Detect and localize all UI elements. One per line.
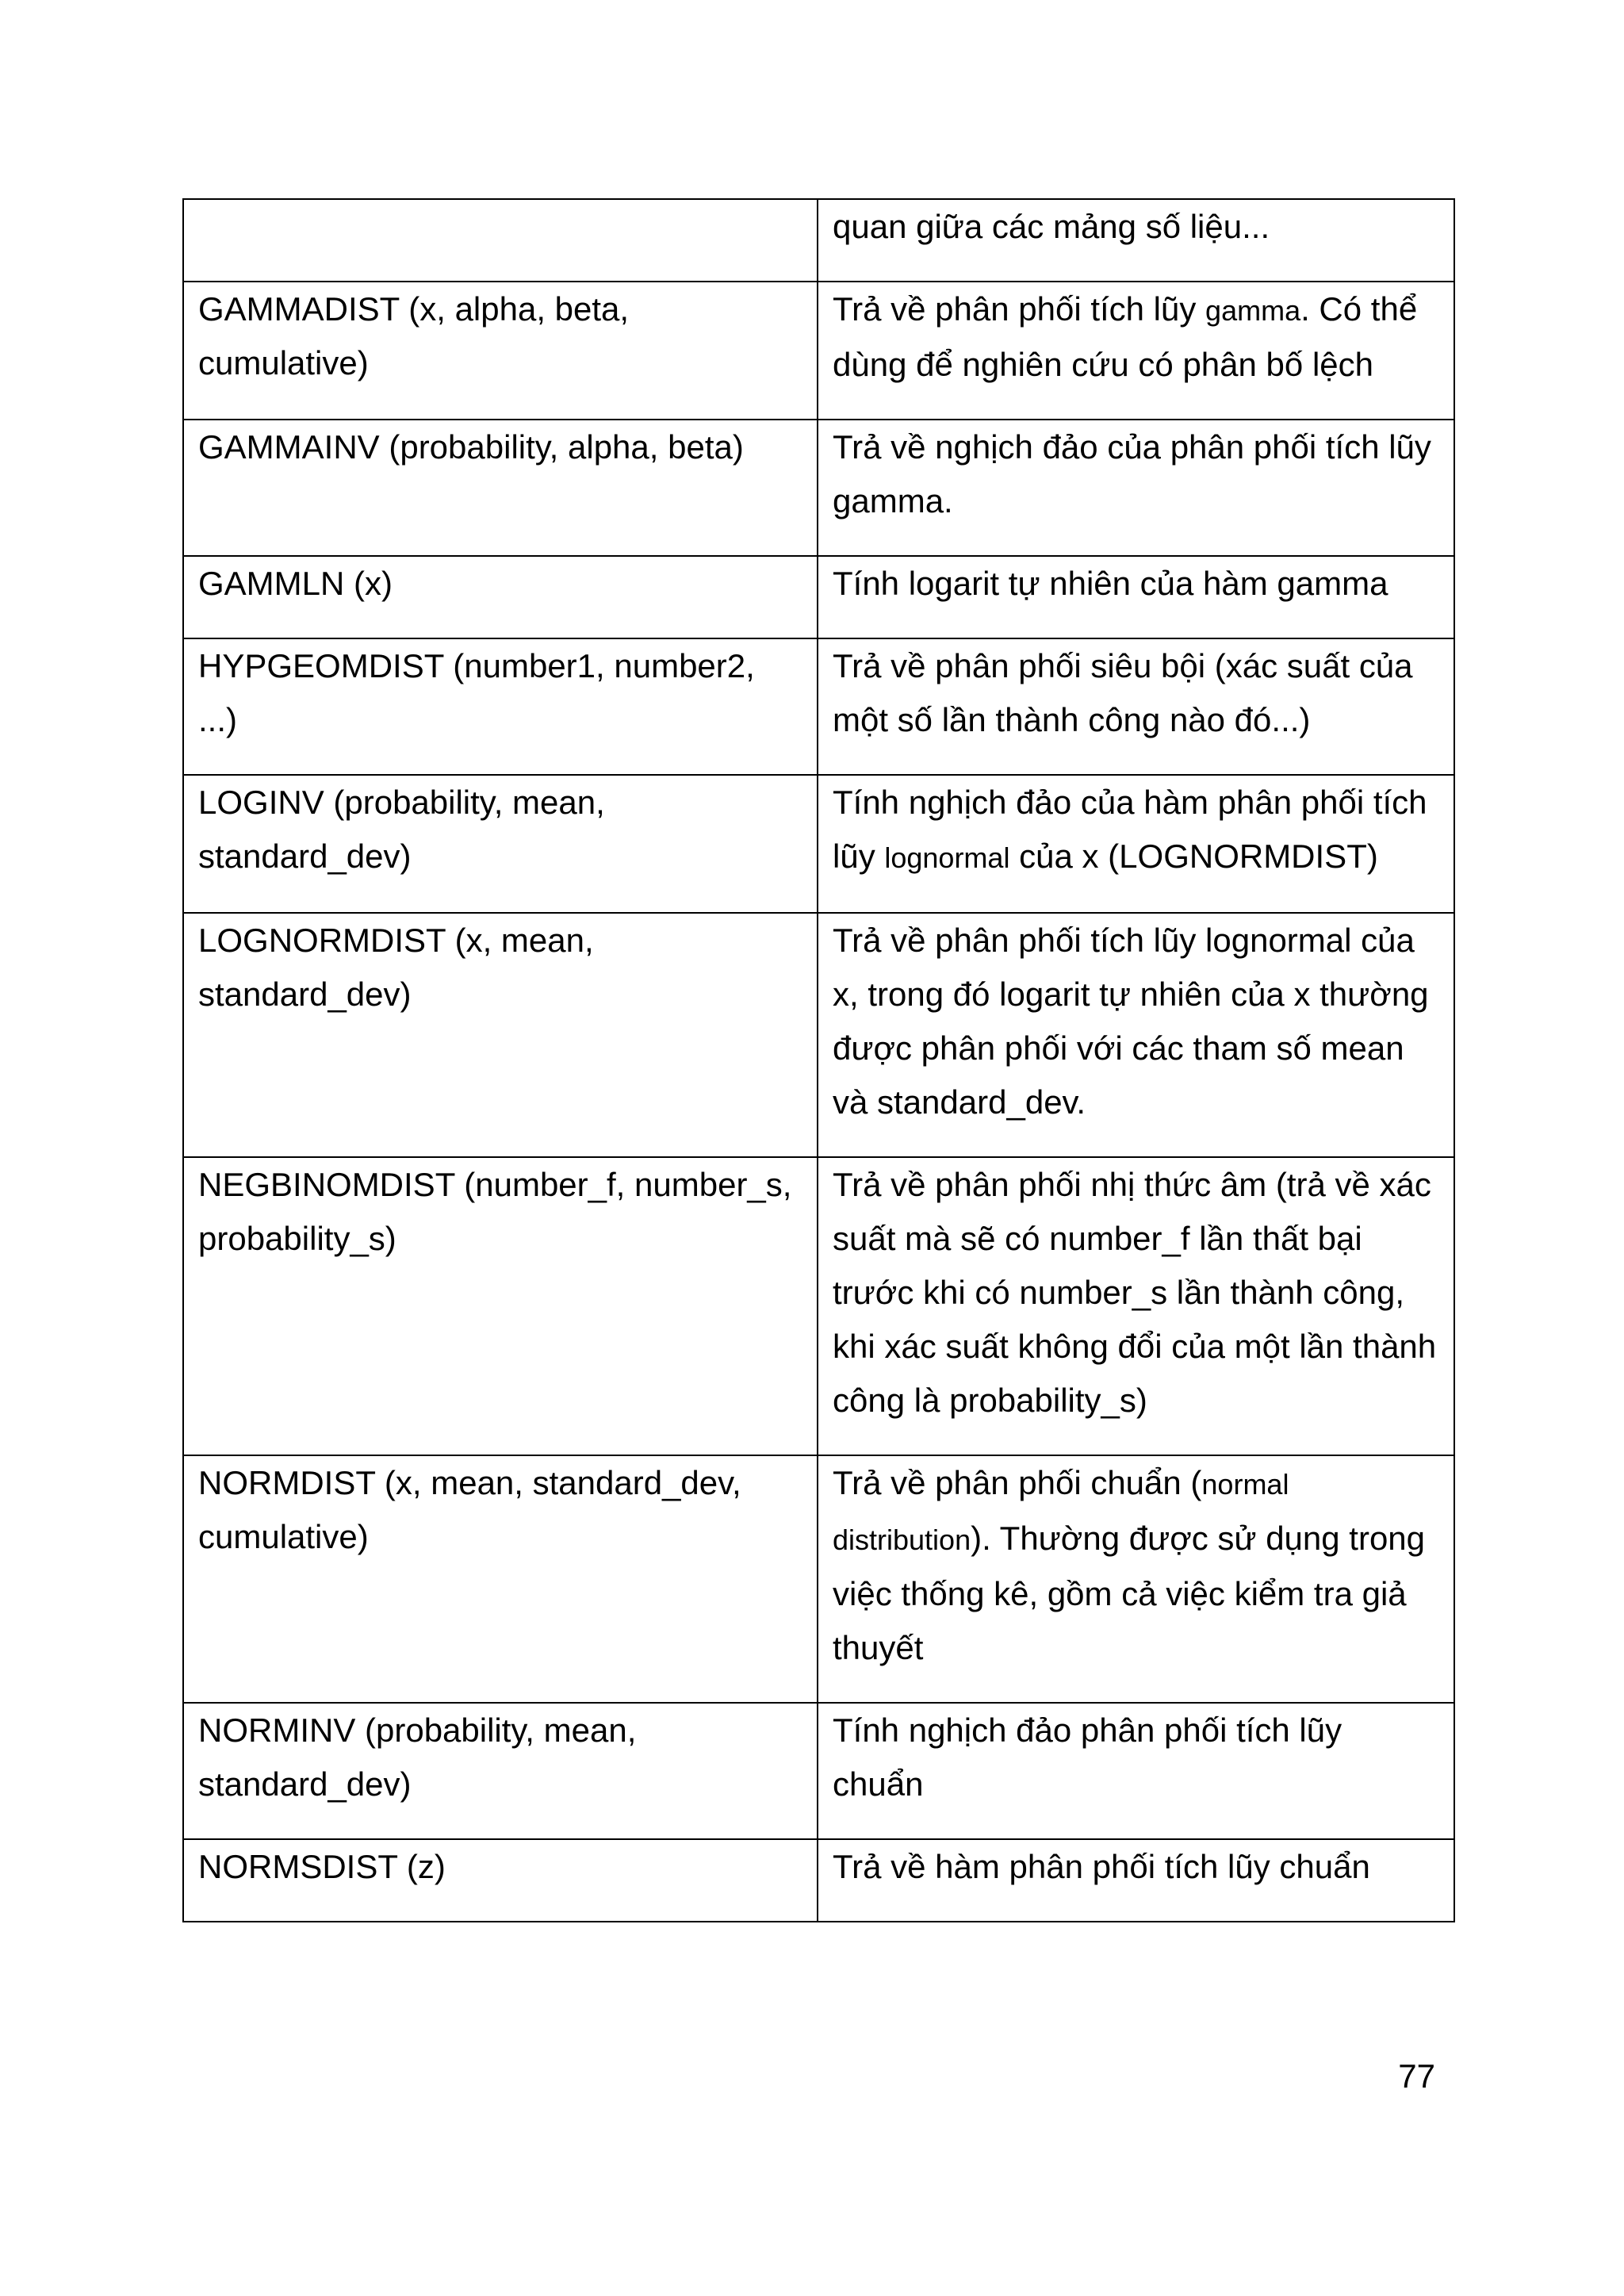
function-cell [183, 775, 818, 913]
function-description: quan giữa các mảng số liệu... [833, 208, 1270, 245]
table-row [183, 913, 1454, 1157]
function-cell [183, 1455, 818, 1703]
function-description: Tính logarit tự nhiên của hàm gamma [833, 565, 1388, 602]
function-name: GAMMLN (x) [198, 565, 393, 602]
function-name: GAMMADIST (x, alpha, beta, cumulative) [198, 290, 630, 381]
function-description: Trả về phân phối tích lũy lognormal của x, trong đó logarit tự nhiên của x thường được phân phối với các tham số mean và standard_dev. [833, 922, 1429, 1121]
function-cell [183, 1839, 818, 1922]
function-cell [183, 199, 818, 282]
description-cell [818, 775, 1454, 913]
table-row [183, 556, 1454, 638]
description-cell [818, 1157, 1454, 1455]
function-name: LOGNORMDIST (x, mean, standard_dev) [198, 922, 594, 1013]
description-cell [818, 1839, 1454, 1922]
function-description: Trả về phân phối chuẩn (normal distribution). Thường được sử dụng trong việc thống kê, gồm cả việc kiểm tra giả thuyết [833, 1464, 1426, 1666]
function-name: NEGBINOMDIST (number_f, number_s, probability_s) [198, 1166, 792, 1257]
function-name: NORMINV (probability, mean, standard_dev) [198, 1711, 637, 1803]
function-cell [183, 556, 818, 638]
description-cell [818, 282, 1454, 420]
description-cell [818, 420, 1454, 556]
function-description: Trả về nghịch đảo của phân phối tích lũy gamma. [833, 428, 1431, 519]
description-cell [818, 556, 1454, 638]
function-name: LOGINV (probability, mean, standard_dev) [198, 784, 605, 875]
description-cell [818, 638, 1454, 775]
function-name: HYPGEOMDIST (number1, number2, ...) [198, 647, 755, 738]
description-cell [818, 1455, 1454, 1703]
function-description: Trả về phân phối nhị thức âm (trả về xác suất mà sẽ có number_f lần thất bại trước khi có number_s lần thành công, khi xác suất không đổi của một lần thành công là probability_s) [833, 1166, 1437, 1419]
table-row [183, 1157, 1454, 1455]
function-name: NORMDIST (x, mean, standard_dev, cumulative) [198, 1464, 741, 1555]
table-row [183, 775, 1454, 913]
function-name: GAMMAINV (probability, alpha, beta) [198, 428, 744, 466]
table-row [183, 199, 1454, 282]
table-row [183, 1703, 1454, 1839]
function-cell [183, 282, 818, 420]
function-description: Tính nghịch đảo của hàm phân phối tích lũy lognormal của x (LOGNORMDIST) [833, 784, 1427, 875]
function-cell [183, 913, 818, 1157]
function-cell [183, 638, 818, 775]
table-row [183, 1839, 1454, 1922]
function-table [182, 198, 1455, 1922]
function-cell [183, 1703, 818, 1839]
table-row [183, 638, 1454, 775]
description-cell [818, 913, 1454, 1157]
function-description: Tính nghịch đảo phân phối tích lũy chuẩn [833, 1711, 1342, 1803]
page-number: 77 [1398, 2057, 1435, 2095]
function-description: Trả về hàm phân phối tích lũy chuẩn [833, 1848, 1370, 1885]
function-cell [183, 1157, 818, 1455]
table-row [183, 282, 1454, 420]
description-cell [818, 1703, 1454, 1839]
function-description: Trả về phân phối tích lũy gamma. Có thể dùng để nghiên cứu có phân bố lệch [833, 290, 1418, 383]
function-cell [183, 420, 818, 556]
table-row [183, 1455, 1454, 1703]
function-description: Trả về phân phối siêu bội (xác suất của một số lần thành công nào đó...) [833, 647, 1413, 738]
description-cell [818, 199, 1454, 282]
function-name: NORMSDIST (z) [198, 1848, 446, 1885]
table-row [183, 420, 1454, 556]
